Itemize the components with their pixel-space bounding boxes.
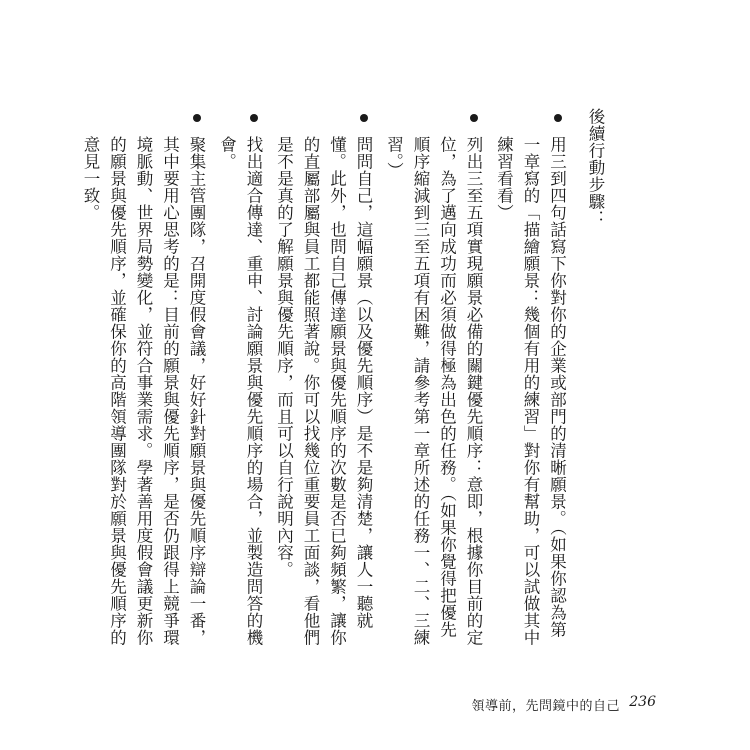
list-item-text: 聚集主管團隊，召開度假會議，好好針對願景與優先順序辯論一番，其中要用心思考的是：目前的願景與優先順序，是否仍跟得上競爭環境脈動、世界局勢變化，並符合事業需求。學著善用度假會議更新你的願景與優先順序，並確保你的高階領導團隊對於願景與優先順序的意見一致。 (81, 136, 206, 646)
list-item-text: 列出三至五項實現願景必備的關鍵優先順序：意即，根據你目前的定位，為了邁向成功而必須做得極為出色的任務。（如果你覺得把優先順序縮減到三至五項有困難，請參考第一章所述的任務一、二、三練習。） (384, 136, 483, 646)
bullet-icon (360, 114, 368, 122)
list-item (270, 108, 376, 648)
book-title: 領導前，先問鏡中的自己 (471, 699, 620, 714)
steps-list (77, 108, 570, 648)
list-item (77, 108, 210, 648)
page-number: 236 (629, 694, 656, 710)
section-heading: 後續行動步驟： (586, 108, 605, 227)
list-item-text: 問問自己，這幅願景（以及優先順序）是不是夠清楚，讓人一聽就懂。此外，也問自己傳達願景與優先順序的次數是否已夠頻繁，讓你的直屬部屬與員工都能照著說。你可以找幾位重要員工面談，看他們是不是真的了解願景與優先順序，而且可以自行說明內容。 (274, 136, 373, 646)
list-item (213, 108, 266, 648)
bullet-icon (554, 114, 562, 122)
list-item (380, 108, 486, 648)
page-footer (380, 695, 700, 715)
bullet-icon (193, 114, 201, 122)
list-item-text: 找出適合傳達、重申、討論願景與優先順序的場合，並製造問答的機會。 (217, 136, 263, 646)
action-steps-section (73, 108, 609, 648)
bullet-icon (470, 114, 478, 122)
list-item (490, 108, 570, 648)
list-item-text: 用三到四句話寫下你對你的企業或部門的清晰願景。（如果你認為第一章寫的「描繪願景：幾個有用的練習」對你有幫助，可以試做其中練習看看） (494, 136, 567, 646)
bullet-icon (250, 114, 258, 122)
